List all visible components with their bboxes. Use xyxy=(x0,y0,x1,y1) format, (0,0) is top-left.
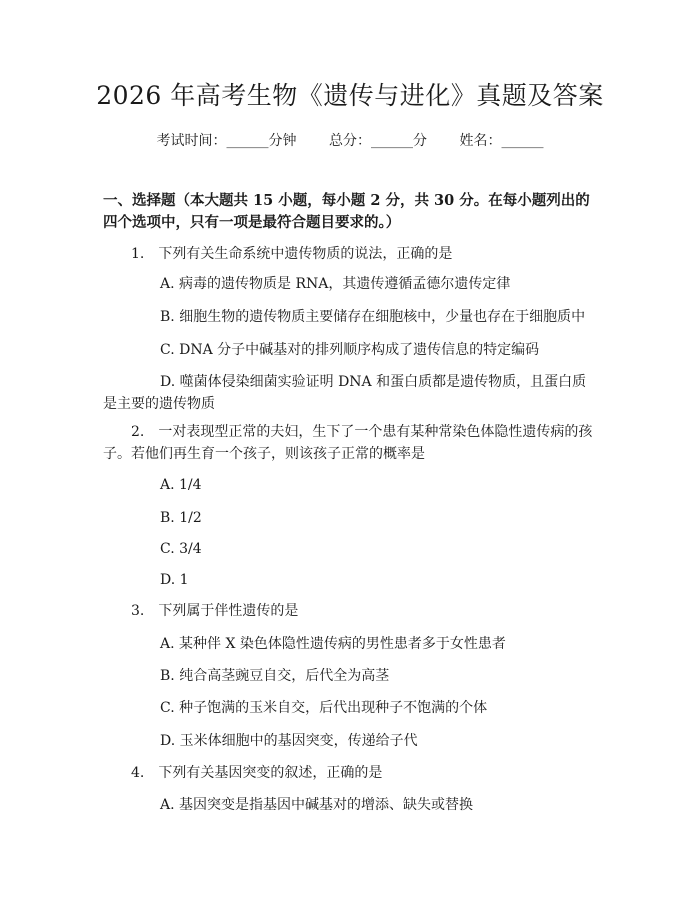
question-4-option-a: A. 基因突变是指基因中碱基对的增添、缺失或替换 xyxy=(160,797,474,813)
question-2-option-d: D. 1 xyxy=(160,572,189,588)
total-score-field: 总分：______分 xyxy=(329,133,427,149)
question-1-option-a: A. 病毒的遗传物质是 RNA，其遗传遵循孟德尔遗传定律 xyxy=(160,276,511,292)
question-3-option-d: D. 玉米体细胞中的基因突变，传递给子代 xyxy=(160,733,418,749)
question-3-option-b: B. 纯合高茎豌豆自交，后代全为高茎 xyxy=(160,668,390,684)
question-3-option-c: C. 种子饱满的玉米自交，后代出现种子不饱满的个体 xyxy=(160,700,488,716)
question-3-option-a: A. 某种伴 X 染色体隐性遗传病的男性患者多于女性患者 xyxy=(160,636,506,652)
question-2-option-b: B. 1/2 xyxy=(160,510,202,526)
page-title: 2026 年高考生物《遗传与进化》真题及答案 xyxy=(96,81,604,110)
question-2-stem: 2. 一对表现型正常的夫妇，生下了一个患有某种常染色体隐性遗传病的孩子。若他们再生育一个孩子，则该孩子正常的概率是 xyxy=(103,424,593,462)
question-2-option-c: C. 3/4 xyxy=(160,541,202,557)
question-1-stem: 1. 下列有关生命系统中遗传物质的说法，正确的是 xyxy=(131,246,453,262)
question-4-stem: 4. 下列有关基因突变的叙述，正确的是 xyxy=(131,765,383,781)
exam-time-field: 考试时间：______分钟 xyxy=(156,133,297,149)
question-1-option-c: C. DNA 分子中碱基对的排列顺序构成了遗传信息的特定编码 xyxy=(160,342,540,358)
exam-info-row xyxy=(0,131,700,151)
student-name-field: 姓名：______ xyxy=(459,133,544,149)
question-3-stem: 3. 下列属于伴性遗传的是 xyxy=(131,603,299,619)
section-heading-multiple-choice: 一、选择题（本大题共 15 小题，每小题 2 分，共 30 分。在每小题列出的四个选项中，只有一项是最符合题目要求的。） xyxy=(103,192,590,231)
question-1-option-d: D. 噬菌体侵染细菌实验证明 DNA 和蛋白质都是遗传物质，且蛋白质是主要的遗传物质 xyxy=(103,374,587,412)
question-2-option-a: A. 1/4 xyxy=(160,477,202,493)
question-1-option-b: B. 细胞生物的遗传物质主要储存在细胞核中，少量也存在于细胞质中 xyxy=(160,309,586,325)
